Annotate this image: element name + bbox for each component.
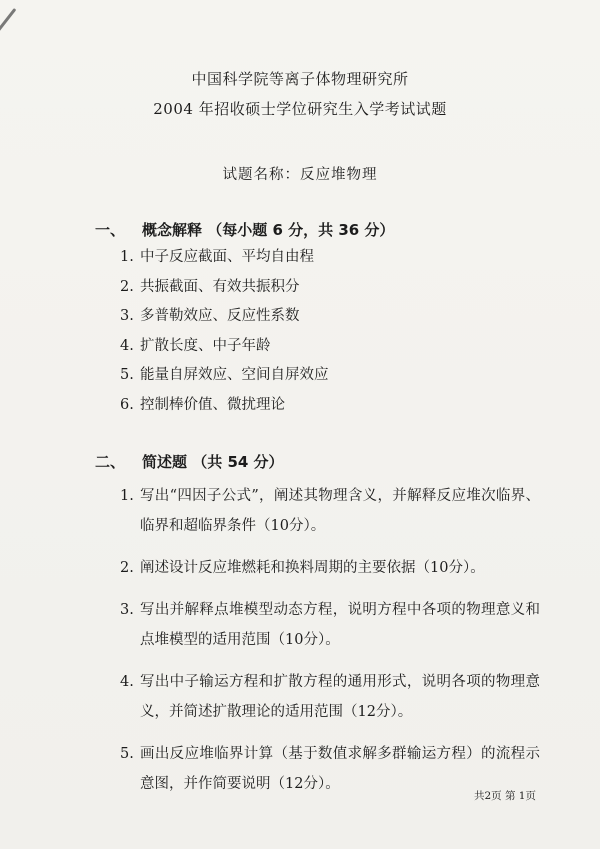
institute-name: 中国科学院等离子体物理研究所 xyxy=(191,70,409,88)
section-1-title: 概念解释 （每小题 6 分，共 36 分） xyxy=(142,221,395,239)
list-item: 5. 画出反应堆临界计算（基于数值求解多群输运方程）的流程示意图，并作简要说明（12分）。 xyxy=(120,746,540,792)
pen-stroke-mark xyxy=(0,8,16,46)
list-item: 4. 扩散长度、中子年龄 xyxy=(120,337,271,354)
list-item: 3. 写出并解释点堆模型动态方程，说明方程中各项的物理意义和点堆模型的适用范围（10分）。 xyxy=(120,602,540,648)
section-1-list xyxy=(120,247,540,424)
section-2-heading xyxy=(95,451,284,472)
list-item: 6. 控制棒价值、微扰理论 xyxy=(120,396,285,413)
list-item: 5. 能量自屏效应、空间自屏效应 xyxy=(120,367,329,383)
section-2-title: 简述题 （共 54 分） xyxy=(142,453,284,471)
list-item: 1. 中子反应截面、平均自由程 xyxy=(120,249,314,265)
exam-title: 2004 年招收硕士学位研究生入学考试试题 xyxy=(153,100,447,118)
section-2-list xyxy=(120,481,540,799)
list-item: 2. 共振截面、有效共振积分 xyxy=(120,278,300,295)
section-2-number: 二、 xyxy=(95,453,126,471)
page-counter: 共2页 第 1页 xyxy=(473,790,536,802)
list-item: 4. 写出中子输运方程和扩散方程的通用形式，说明各项的物理意义，并简述扩散理论的适用范围（12分）。 xyxy=(120,674,540,720)
list-item: 2. 阐述设计反应堆燃耗和换料周期的主要依据（10分）。 xyxy=(120,560,485,576)
subject-title: 试题名称：反应堆物理 xyxy=(222,167,378,183)
section-1-heading xyxy=(95,219,394,240)
list-item: 3. 多普勒效应、反应性系数 xyxy=(120,308,300,324)
section-1-number: 一、 xyxy=(95,221,126,239)
list-item: 1. 写出“四因子公式”，阐述其物理含义，并解释反应堆次临界、临界和超临界条件（10分）。 xyxy=(120,488,540,534)
